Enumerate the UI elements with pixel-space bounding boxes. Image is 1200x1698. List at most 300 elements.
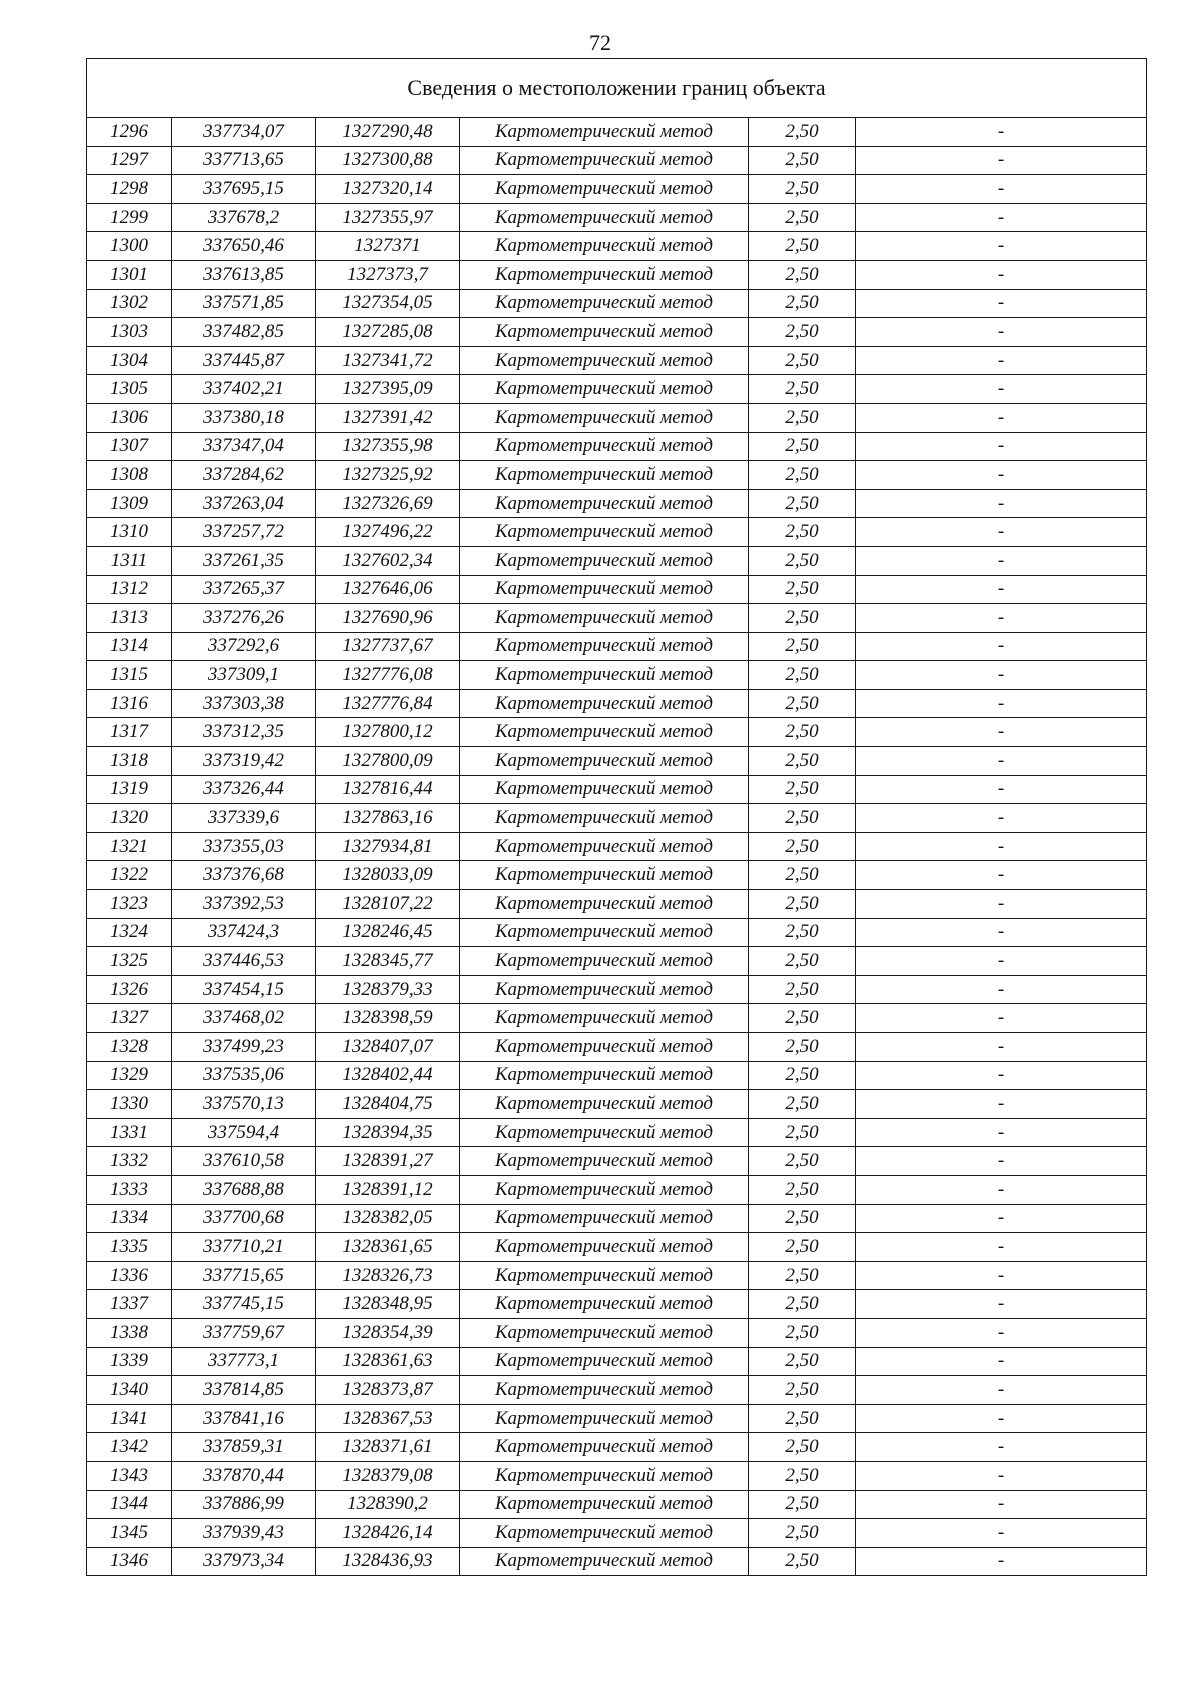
point-number-cell: 1313 [87, 604, 172, 633]
accuracy-cell: 2,50 [749, 1519, 856, 1548]
method-cell: Картометрический метод [460, 975, 749, 1004]
description-cell: - [856, 1433, 1147, 1462]
point-number-cell: 1320 [87, 804, 172, 833]
description-cell: - [856, 632, 1147, 661]
description-cell: - [856, 1461, 1147, 1490]
accuracy-cell: 2,50 [749, 775, 856, 804]
point-number-cell: 1311 [87, 546, 172, 575]
table-row [87, 575, 1147, 604]
y-coordinate-cell: 1328361,65 [316, 1233, 460, 1262]
description-cell: - [856, 775, 1147, 804]
method-cell: Картометрический метод [460, 146, 749, 175]
y-coordinate-cell: 1327496,22 [316, 518, 460, 547]
table-row [87, 890, 1147, 919]
description-cell: - [856, 1147, 1147, 1176]
x-coordinate-cell: 337261,35 [172, 546, 316, 575]
accuracy-cell: 2,50 [749, 432, 856, 461]
point-number-cell: 1321 [87, 832, 172, 861]
description-cell: - [856, 1118, 1147, 1147]
description-cell: - [856, 289, 1147, 318]
y-coordinate-cell: 1327800,12 [316, 718, 460, 747]
method-cell: Картометрический метод [460, 1519, 749, 1548]
accuracy-cell: 2,50 [749, 489, 856, 518]
table-row [87, 1404, 1147, 1433]
method-cell: Картометрический метод [460, 575, 749, 604]
point-number-cell: 1309 [87, 489, 172, 518]
point-number-cell: 1318 [87, 747, 172, 776]
table-row [87, 546, 1147, 575]
point-number-cell: 1329 [87, 1061, 172, 1090]
accuracy-cell: 2,50 [749, 260, 856, 289]
accuracy-cell: 2,50 [749, 461, 856, 490]
accuracy-cell: 2,50 [749, 1204, 856, 1233]
accuracy-cell: 2,50 [749, 661, 856, 690]
method-cell: Картометрический метод [460, 1118, 749, 1147]
accuracy-cell: 2,50 [749, 1433, 856, 1462]
x-coordinate-cell: 337710,21 [172, 1233, 316, 1262]
table-row [87, 318, 1147, 347]
accuracy-cell: 2,50 [749, 289, 856, 318]
y-coordinate-cell: 1327800,09 [316, 747, 460, 776]
method-cell: Картометрический метод [460, 260, 749, 289]
description-cell: - [856, 890, 1147, 919]
table-row [87, 175, 1147, 204]
table-row [87, 146, 1147, 175]
y-coordinate-cell: 1327690,96 [316, 604, 460, 633]
accuracy-cell: 2,50 [749, 632, 856, 661]
method-cell: Картометрический метод [460, 403, 749, 432]
x-coordinate-cell: 337319,42 [172, 747, 316, 776]
y-coordinate-cell: 1327300,88 [316, 146, 460, 175]
description-cell: - [856, 1519, 1147, 1548]
point-number-cell: 1340 [87, 1376, 172, 1405]
table-row [87, 1033, 1147, 1062]
table-row [87, 1433, 1147, 1462]
point-number-cell: 1297 [87, 146, 172, 175]
table-row [87, 1090, 1147, 1119]
table-row [87, 661, 1147, 690]
point-number-cell: 1299 [87, 203, 172, 232]
table-row [87, 718, 1147, 747]
y-coordinate-cell: 1328107,22 [316, 890, 460, 919]
accuracy-cell: 2,50 [749, 175, 856, 204]
point-number-cell: 1300 [87, 232, 172, 261]
method-cell: Картометрический метод [460, 1461, 749, 1490]
x-coordinate-cell: 337745,15 [172, 1290, 316, 1319]
x-coordinate-cell: 337594,4 [172, 1118, 316, 1147]
y-coordinate-cell: 1327354,05 [316, 289, 460, 318]
y-coordinate-cell: 1327391,42 [316, 403, 460, 432]
point-number-cell: 1339 [87, 1347, 172, 1376]
table-row [87, 1204, 1147, 1233]
x-coordinate-cell: 337309,1 [172, 661, 316, 690]
accuracy-cell: 2,50 [749, 1261, 856, 1290]
accuracy-cell: 2,50 [749, 1404, 856, 1433]
description-cell: - [856, 604, 1147, 633]
description-cell: - [856, 175, 1147, 204]
accuracy-cell: 2,50 [749, 1290, 856, 1319]
description-cell: - [856, 1547, 1147, 1576]
accuracy-cell: 2,50 [749, 1547, 856, 1576]
method-cell: Картометрический метод [460, 203, 749, 232]
method-cell: Картометрический метод [460, 1547, 749, 1576]
point-number-cell: 1312 [87, 575, 172, 604]
point-number-cell: 1307 [87, 432, 172, 461]
table-row [87, 232, 1147, 261]
description-cell: - [856, 1376, 1147, 1405]
accuracy-cell: 2,50 [749, 203, 856, 232]
y-coordinate-cell: 1328391,12 [316, 1175, 460, 1204]
x-coordinate-cell: 337650,46 [172, 232, 316, 261]
x-coordinate-cell: 337424,3 [172, 918, 316, 947]
table-row [87, 518, 1147, 547]
x-coordinate-cell: 337326,44 [172, 775, 316, 804]
accuracy-cell: 2,50 [749, 375, 856, 404]
x-coordinate-cell: 337454,15 [172, 975, 316, 1004]
table-row [87, 1347, 1147, 1376]
point-number-cell: 1341 [87, 1404, 172, 1433]
description-cell: - [856, 146, 1147, 175]
x-coordinate-cell: 337402,21 [172, 375, 316, 404]
x-coordinate-cell: 337445,87 [172, 346, 316, 375]
method-cell: Картометрический метод [460, 718, 749, 747]
description-cell: - [856, 1033, 1147, 1062]
description-cell: - [856, 118, 1147, 147]
accuracy-cell: 2,50 [749, 1376, 856, 1405]
x-coordinate-cell: 337380,18 [172, 403, 316, 432]
accuracy-cell: 2,50 [749, 1118, 856, 1147]
description-cell: - [856, 318, 1147, 347]
x-coordinate-cell: 337312,35 [172, 718, 316, 747]
point-number-cell: 1314 [87, 632, 172, 661]
description-cell: - [856, 1261, 1147, 1290]
point-number-cell: 1326 [87, 975, 172, 1004]
accuracy-cell: 2,50 [749, 604, 856, 633]
method-cell: Картометрический метод [460, 1033, 749, 1062]
accuracy-cell: 2,50 [749, 1347, 856, 1376]
accuracy-cell: 2,50 [749, 1233, 856, 1262]
x-coordinate-cell: 337715,65 [172, 1261, 316, 1290]
table-row [87, 1547, 1147, 1576]
y-coordinate-cell: 1328407,07 [316, 1033, 460, 1062]
y-coordinate-cell: 1327320,14 [316, 175, 460, 204]
method-cell: Картометрический метод [460, 861, 749, 890]
x-coordinate-cell: 337939,43 [172, 1519, 316, 1548]
x-coordinate-cell: 337734,07 [172, 118, 316, 147]
method-cell: Картометрический метод [460, 461, 749, 490]
description-cell: - [856, 260, 1147, 289]
description-cell: - [856, 1175, 1147, 1204]
y-coordinate-cell: 1327285,08 [316, 318, 460, 347]
x-coordinate-cell: 337392,53 [172, 890, 316, 919]
x-coordinate-cell: 337814,85 [172, 1376, 316, 1405]
accuracy-cell: 2,50 [749, 1461, 856, 1490]
method-cell: Картометрический метод [460, 775, 749, 804]
point-number-cell: 1298 [87, 175, 172, 204]
y-coordinate-cell: 1327371 [316, 232, 460, 261]
method-cell: Картометрический метод [460, 1090, 749, 1119]
table-row [87, 489, 1147, 518]
accuracy-cell: 2,50 [749, 689, 856, 718]
x-coordinate-cell: 337610,58 [172, 1147, 316, 1176]
method-cell: Картометрический метод [460, 1318, 749, 1347]
y-coordinate-cell: 1327326,69 [316, 489, 460, 518]
y-coordinate-cell: 1327355,98 [316, 432, 460, 461]
point-number-cell: 1317 [87, 718, 172, 747]
method-cell: Картометрический метод [460, 689, 749, 718]
table-row [87, 346, 1147, 375]
table-row [87, 689, 1147, 718]
accuracy-cell: 2,50 [749, 947, 856, 976]
point-number-cell: 1333 [87, 1175, 172, 1204]
accuracy-cell: 2,50 [749, 1147, 856, 1176]
method-cell: Картометрический метод [460, 890, 749, 919]
accuracy-cell: 2,50 [749, 1318, 856, 1347]
y-coordinate-cell: 1328404,75 [316, 1090, 460, 1119]
method-cell: Картометрический метод [460, 1004, 749, 1033]
accuracy-cell: 2,50 [749, 518, 856, 547]
x-coordinate-cell: 337570,13 [172, 1090, 316, 1119]
description-cell: - [856, 832, 1147, 861]
x-coordinate-cell: 337284,62 [172, 461, 316, 490]
point-number-cell: 1346 [87, 1547, 172, 1576]
y-coordinate-cell: 1328379,08 [316, 1461, 460, 1490]
y-coordinate-cell: 1328402,44 [316, 1061, 460, 1090]
method-cell: Картометрический метод [460, 1147, 749, 1176]
method-cell: Картометрический метод [460, 1404, 749, 1433]
table-row [87, 118, 1147, 147]
description-cell: - [856, 918, 1147, 947]
y-coordinate-cell: 1327776,08 [316, 661, 460, 690]
accuracy-cell: 2,50 [749, 747, 856, 776]
point-number-cell: 1308 [87, 461, 172, 490]
point-number-cell: 1338 [87, 1318, 172, 1347]
accuracy-cell: 2,50 [749, 118, 856, 147]
method-cell: Картометрический метод [460, 518, 749, 547]
x-coordinate-cell: 337292,6 [172, 632, 316, 661]
x-coordinate-cell: 337773,1 [172, 1347, 316, 1376]
table-row [87, 1175, 1147, 1204]
description-cell: - [856, 975, 1147, 1004]
description-cell: - [856, 375, 1147, 404]
page-number: 72 [589, 30, 611, 55]
y-coordinate-cell: 1328326,73 [316, 1261, 460, 1290]
description-cell: - [856, 1404, 1147, 1433]
x-coordinate-cell: 337613,85 [172, 260, 316, 289]
y-coordinate-cell: 1327863,16 [316, 804, 460, 833]
y-coordinate-cell: 1328373,87 [316, 1376, 460, 1405]
x-coordinate-cell: 337257,72 [172, 518, 316, 547]
description-cell: - [856, 461, 1147, 490]
method-cell: Картометрический метод [460, 318, 749, 347]
table-row [87, 260, 1147, 289]
table-row [87, 861, 1147, 890]
x-coordinate-cell: 337571,85 [172, 289, 316, 318]
x-coordinate-cell: 337713,65 [172, 146, 316, 175]
description-cell: - [856, 232, 1147, 261]
method-cell: Картометрический метод [460, 918, 749, 947]
table-row [87, 632, 1147, 661]
table-row [87, 1519, 1147, 1548]
x-coordinate-cell: 337678,2 [172, 203, 316, 232]
method-cell: Картометрический метод [460, 346, 749, 375]
table-row [87, 604, 1147, 633]
method-cell: Картометрический метод [460, 432, 749, 461]
point-number-cell: 1303 [87, 318, 172, 347]
point-number-cell: 1324 [87, 918, 172, 947]
table-title-row [87, 59, 1147, 118]
table-row [87, 432, 1147, 461]
x-coordinate-cell: 337355,03 [172, 832, 316, 861]
description-cell: - [856, 1090, 1147, 1119]
y-coordinate-cell: 1328426,14 [316, 1519, 460, 1548]
y-coordinate-cell: 1328361,63 [316, 1347, 460, 1376]
method-cell: Картометрический метод [460, 289, 749, 318]
table-row [87, 1118, 1147, 1147]
method-cell: Картометрический метод [460, 1433, 749, 1462]
point-number-cell: 1345 [87, 1519, 172, 1548]
x-coordinate-cell: 337973,34 [172, 1547, 316, 1576]
description-cell: - [856, 575, 1147, 604]
table-row [87, 1318, 1147, 1347]
y-coordinate-cell: 1328345,77 [316, 947, 460, 976]
point-number-cell: 1315 [87, 661, 172, 690]
accuracy-cell: 2,50 [749, 346, 856, 375]
accuracy-cell: 2,50 [749, 403, 856, 432]
accuracy-cell: 2,50 [749, 1033, 856, 1062]
table-row [87, 1004, 1147, 1033]
y-coordinate-cell: 1327934,81 [316, 832, 460, 861]
point-number-cell: 1342 [87, 1433, 172, 1462]
y-coordinate-cell: 1327325,92 [316, 461, 460, 490]
x-coordinate-cell: 337276,26 [172, 604, 316, 633]
point-number-cell: 1316 [87, 689, 172, 718]
method-cell: Картометрический метод [460, 1261, 749, 1290]
description-cell: - [856, 804, 1147, 833]
description-cell: - [856, 689, 1147, 718]
description-cell: - [856, 1204, 1147, 1233]
method-cell: Картометрический метод [460, 947, 749, 976]
point-number-cell: 1325 [87, 947, 172, 976]
table-row [87, 1061, 1147, 1090]
y-coordinate-cell: 1327355,97 [316, 203, 460, 232]
y-coordinate-cell: 1327776,84 [316, 689, 460, 718]
accuracy-cell: 2,50 [749, 832, 856, 861]
point-number-cell: 1344 [87, 1490, 172, 1519]
method-cell: Картометрический метод [460, 118, 749, 147]
method-cell: Картометрический метод [460, 1061, 749, 1090]
point-number-cell: 1336 [87, 1261, 172, 1290]
table-row [87, 375, 1147, 404]
table-row [87, 461, 1147, 490]
point-number-cell: 1331 [87, 1118, 172, 1147]
method-cell: Картометрический метод [460, 1376, 749, 1405]
description-cell: - [856, 203, 1147, 232]
method-cell: Картометрический метод [460, 1290, 749, 1319]
y-coordinate-cell: 1328354,39 [316, 1318, 460, 1347]
table-row [87, 1490, 1147, 1519]
method-cell: Картометрический метод [460, 804, 749, 833]
y-coordinate-cell: 1327602,34 [316, 546, 460, 575]
table-row [87, 1261, 1147, 1290]
point-number-cell: 1328 [87, 1033, 172, 1062]
table-row [87, 203, 1147, 232]
point-number-cell: 1322 [87, 861, 172, 890]
point-number-cell: 1319 [87, 775, 172, 804]
description-cell: - [856, 1004, 1147, 1033]
x-coordinate-cell: 337700,68 [172, 1204, 316, 1233]
table-row [87, 289, 1147, 318]
y-coordinate-cell: 1328379,33 [316, 975, 460, 1004]
method-cell: Картометрический метод [460, 175, 749, 204]
table-row [87, 1290, 1147, 1319]
description-cell: - [856, 432, 1147, 461]
x-coordinate-cell: 337339,6 [172, 804, 316, 833]
x-coordinate-cell: 337535,06 [172, 1061, 316, 1090]
y-coordinate-cell: 1328367,53 [316, 1404, 460, 1433]
accuracy-cell: 2,50 [749, 718, 856, 747]
y-coordinate-cell: 1328246,45 [316, 918, 460, 947]
description-cell: - [856, 661, 1147, 690]
method-cell: Картометрический метод [460, 832, 749, 861]
x-coordinate-cell: 337265,37 [172, 575, 316, 604]
accuracy-cell: 2,50 [749, 1490, 856, 1519]
description-cell: - [856, 1233, 1147, 1262]
method-cell: Картометрический метод [460, 661, 749, 690]
method-cell: Картометрический метод [460, 375, 749, 404]
y-coordinate-cell: 1328394,35 [316, 1118, 460, 1147]
table-row [87, 975, 1147, 1004]
method-cell: Картометрический метод [460, 1347, 749, 1376]
accuracy-cell: 2,50 [749, 546, 856, 575]
y-coordinate-cell: 1328390,2 [316, 1490, 460, 1519]
x-coordinate-cell: 337468,02 [172, 1004, 316, 1033]
x-coordinate-cell: 337759,67 [172, 1318, 316, 1347]
table-row [87, 1461, 1147, 1490]
point-number-cell: 1302 [87, 289, 172, 318]
table-row [87, 832, 1147, 861]
accuracy-cell: 2,50 [749, 1004, 856, 1033]
point-number-cell: 1310 [87, 518, 172, 547]
y-coordinate-cell: 1327816,44 [316, 775, 460, 804]
table-row [87, 403, 1147, 432]
x-coordinate-cell: 337482,85 [172, 318, 316, 347]
y-coordinate-cell: 1327395,09 [316, 375, 460, 404]
description-cell: - [856, 1318, 1147, 1347]
x-coordinate-cell: 337347,04 [172, 432, 316, 461]
point-number-cell: 1306 [87, 403, 172, 432]
description-cell: - [856, 718, 1147, 747]
x-coordinate-cell: 337870,44 [172, 1461, 316, 1490]
accuracy-cell: 2,50 [749, 1061, 856, 1090]
point-number-cell: 1337 [87, 1290, 172, 1319]
table-row [87, 1376, 1147, 1405]
description-cell: - [856, 861, 1147, 890]
y-coordinate-cell: 1328436,93 [316, 1547, 460, 1576]
accuracy-cell: 2,50 [749, 918, 856, 947]
accuracy-cell: 2,50 [749, 232, 856, 261]
x-coordinate-cell: 337303,38 [172, 689, 316, 718]
accuracy-cell: 2,50 [749, 804, 856, 833]
point-number-cell: 1335 [87, 1233, 172, 1262]
description-cell: - [856, 1347, 1147, 1376]
accuracy-cell: 2,50 [749, 1090, 856, 1119]
x-coordinate-cell: 337688,88 [172, 1175, 316, 1204]
y-coordinate-cell: 1328382,05 [316, 1204, 460, 1233]
table-title: Сведения о местоположении границ объекта [87, 59, 1147, 118]
x-coordinate-cell: 337859,31 [172, 1433, 316, 1462]
point-number-cell: 1301 [87, 260, 172, 289]
